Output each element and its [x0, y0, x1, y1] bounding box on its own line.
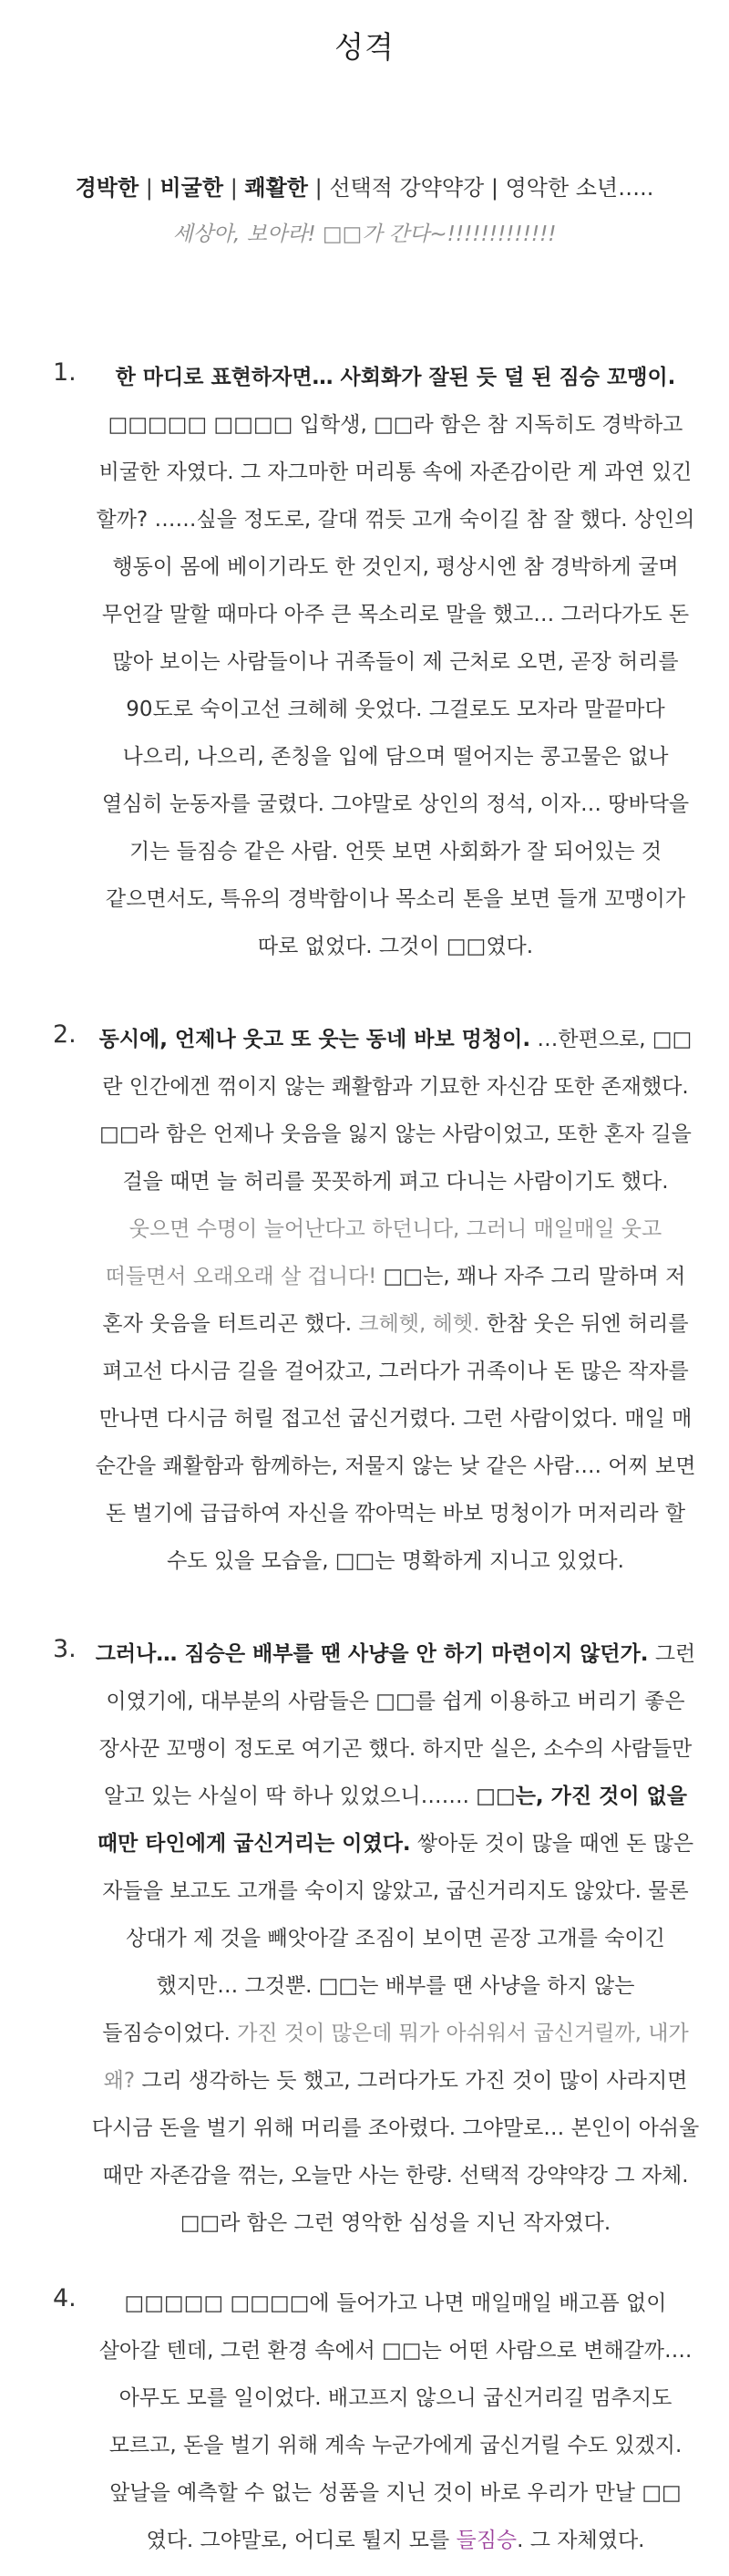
list-item-body: □□는, 꽤나 자주 그리 말하며 저 혼자 웃음을 터트리곤 했다.	[102, 1265, 686, 1336]
list-item-number: 2.	[53, 1020, 77, 1049]
page-title: 성격	[334, 29, 395, 65]
tagline-trait-3: 쾌활한	[244, 175, 308, 201]
highlight-word: 들짐승	[456, 2529, 518, 2552]
list-item-emphasis: □□는, 가진 것이 없을 때만 타인에게 굽신거리는 이였다.	[97, 1785, 687, 1856]
inner-thought: 가진 것이 많은데 뭐가 아쉬워서 굽신거릴까, 내가 왜?	[103, 2022, 689, 2093]
tagline-trait-1: 경박한	[75, 175, 139, 201]
list-item-number: 4.	[53, 2284, 77, 2312]
subtitle-quote: 세상아, 보아라! □□가 간다~!!!!!!!!!!!!!	[172, 222, 557, 246]
list-item-number: 3.	[53, 1635, 77, 1663]
list-item-text	[91, 1630, 700, 2247]
tagline	[0, 170, 729, 202]
list-item-body: …한편으로, □□란 인간에겐 꺾이지 않는 쾌활함과 기묘한 자신감 또한 존재했다. □□라 함은 언제나 웃음을 잃지 않는 사람이었고, 또한 혼자 길을 걸을 때면 늘 허리를 꼿꼿하게 펴고 다니는 사람이기도 했다.	[99, 1028, 693, 1194]
list-item-body: 그런 이였기에, 대부분의 사람들은 □□를 쉽게 이용하고 버리기 좋은 장사꾼 꼬맹이 정도로 여기곤 했다. 하지만 실은, 소수의 사람들만 알고 있는 사실이 딱 하나 있었으니…….	[98, 1642, 696, 1808]
list-item-body: 쌓아둔 것이 많을 때엔 돈 많은 자들을 보고도 고개를 숙이지 않았고, 굽신거리지도 않았다. 물론 상대가 제 것을 빼앗아갈 조짐이 보이면 곧장 고개를 숙이긴 했지만… 그것뿐. □□는 배부를 땐 사냥을 하지 않는 들짐승이었다.	[102, 1832, 694, 2045]
list-item-text	[91, 1016, 700, 1585]
list-item-lead: 한 마디로 표현하자면… 사회화가 잘된 듯 덜 된 짐승 꼬맹이.	[115, 366, 676, 389]
list-item-number: 1.	[53, 358, 77, 387]
list-item-text	[91, 354, 700, 970]
list-item-body: □□□□□ □□□□ 입학생, □□라 함은 참 지독히도 경박하고 비굴한 자였다. 그 자그마한 머리통 속에 자존감이란 게 과연 있긴 할까? ……싶을 정도로, 갈대 꺾듯 고개 숙이길 참 잘 했다. 상인의 행동이 몸에 베이기라도 한 것인지, 평상시엔 참 경박하게 굴며 무언갈 말할 때마다 아주 큰 목소리로 말을 했고… 그러다가도 돈 많아 보이는 사람들이나 귀족들이 제 근처로 오면, 곧장 허리를 90도로 숙이고선 크헤헤 웃었다. 그걸로도 모자라 말끝마다 나으리, 나으리, 존칭을 입에 담으며 떨어지는 콩고물은 없나 열심히 눈동자를 굴렸다. 그야말로 상인의 정석, 이자… 땅바닥을 기는 들짐승 같은 사람. 언뜻 보면 사회화가 잘 되어있는 것 같으면서도, 특유의 경박함이나 목소리 톤을 보면 들개 꼬맹이가 따로 없었다. 그것이 □□였다.	[96, 413, 695, 958]
list-item-body: 한참 웃은 뒤엔 허리를 펴고선 다시금 길을 걸어갔고, 그러다가 귀족이나 돈 많은 작자를 만나면 다시금 허릴 접고선 굽신거렸다. 그런 사람이었다. 매일 매 순간을 쾌활함과 함께하는, 저물지 않는 낮 같은 사람…. 어찌 보면 돈 벌기에 급급하여 자신을 깎아먹는 바보 멍청이가 머저리라 할 수도 있을 모습을, □□는 명확하게 지니고 있었다.	[95, 1312, 696, 1573]
tagline-separator: |	[223, 175, 245, 201]
list-item-text	[91, 2280, 700, 2564]
list-item-body: □□□□□ □□□□에 들어가고 나면 매일매일 배고픔 없이 살아갈 텐데, 그런 환경 속에서 □□는 어떤 사람으로 변해갈까…. 아무도 모를 일이었다. 배고프지 않으니 굽신거리길 멈추지도 모르고, 돈을 벌기 위해 계속 누군가에게 굽신거릴 수도 있겠지. 앞날을 예측할 수 없는 성품을 지닌 것이 바로 우리가 만날 □□였다. 그야말로, 어디로 튈지 모를	[98, 2292, 693, 2552]
quoted-speech: 웃으면 수명이 늘어난다고 하던니다, 그러니 매일매일 웃고 떠들면서 오래오래 살 겁니다!	[105, 1217, 662, 1288]
list-item-body: . 그 자체였다.	[517, 2529, 645, 2552]
list-item-body: 그리 생각하는 듯 했고, 그러다가도 가진 것이 많이 사라지면 다시금 돈을 벌기 위해 머리를 조아렸다. 그야말로… 본인이 아쉬울 때만 자존감을 꺾는, 오늘만 사는 한량. 선택적 강약약강 그 자체. □□라 함은 그런 영악한 심성을 지닌 작자였다.	[91, 2069, 700, 2235]
tagline-separator: |	[139, 175, 160, 201]
list-item-lead: 그러나… 짐승은 배부를 땐 사냥을 안 하기 마련이지 않던가.	[95, 1642, 649, 1666]
tagline-rest: | 선택적 강약약강 | 영악한 소년…..	[307, 175, 654, 201]
list-item-lead: 동시에, 언제나 웃고 또 웃는 동네 바보 멍청이.	[98, 1028, 531, 1051]
laugh-sound: 크헤헷, 헤헷.	[358, 1312, 480, 1336]
tagline-trait-2: 비굴한	[159, 175, 224, 201]
